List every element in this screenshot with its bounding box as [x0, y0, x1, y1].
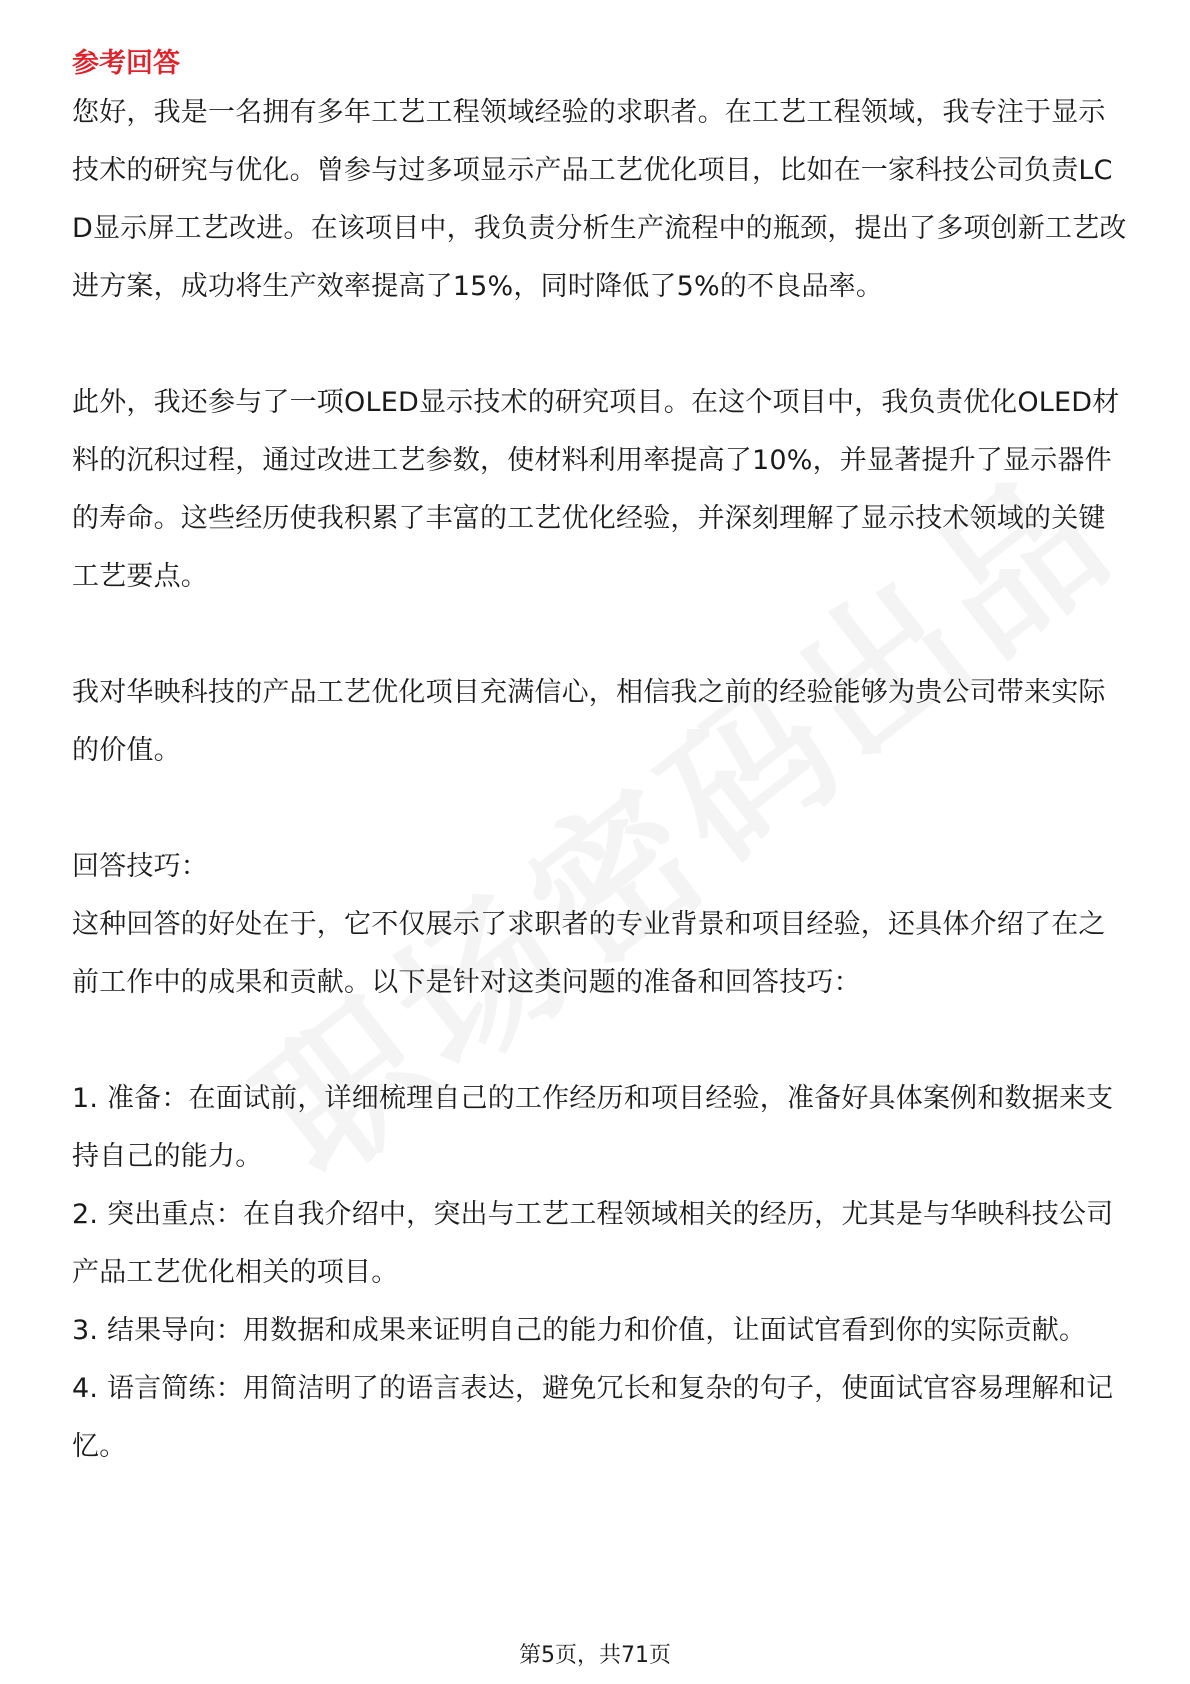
- document-page: [72, 44, 1132, 1476]
- tip-item-1: 1. 准备：在面试前，详细梳理自己的工作经历和项目经验，准备好具体案例和数据来支持自己的能力。: [72, 1083, 1114, 1172]
- answer-paragraph-2: 此外，我还参与了一项OLED显示技术的研究项目。在这个项目中，我负责优化OLED材料的沉积过程，通过改进工艺参数，使材料利用率提高了10%，并显著提升了显示器件的寿命。这些经历使我积累了丰富的工艺优化经验，并深刻理解了显示技术领域的关键工艺要点。: [72, 387, 1120, 592]
- tips-title: 回答技巧：: [72, 851, 208, 882]
- answer-paragraph-3: 我对华映科技的产品工艺优化项目充满信心，相信我之前的经验能够为贵公司带来实际的价值。: [72, 677, 1106, 766]
- page-number: 第5页，共71页: [519, 1643, 671, 1668]
- tip-item-4: 4. 语言简练：用简洁明了的语言表达，避免冗长和复杂的句子，使面试官容易理解和记忆。: [72, 1373, 1114, 1462]
- tip-item-2: 2. 突出重点：在自我介绍中，突出与工艺工程领域相关的经历，尤其是与华映科技公司产品工艺优化相关的项目。: [72, 1199, 1114, 1288]
- tips-intro: 这种回答的好处在于，它不仅展示了求职者的专业背景和项目经验，还具体介绍了在之前工作中的成果和贡献。以下是针对这类问题的准备和回答技巧：: [72, 909, 1106, 998]
- section-heading: 参考回答: [72, 48, 180, 79]
- tip-item-3: 3. 结果导向：用数据和成果来证明自己的能力和价值，让面试官看到你的实际贡献。: [72, 1315, 1087, 1346]
- answer-paragraph-1: 您好，我是一名拥有多年工艺工程领域经验的求职者。在工艺工程领域，我专注于显示技术的研究与优化。曾参与过多项显示产品工艺优化项目，比如在一家科技公司负责LCD显示屏工艺改进。在该项目中，我负责分析生产流程中的瓶颈，提出了多项创新工艺改进方案，成功将生产效率提高了15%，同时降低了5%的不良品率。: [72, 97, 1127, 302]
